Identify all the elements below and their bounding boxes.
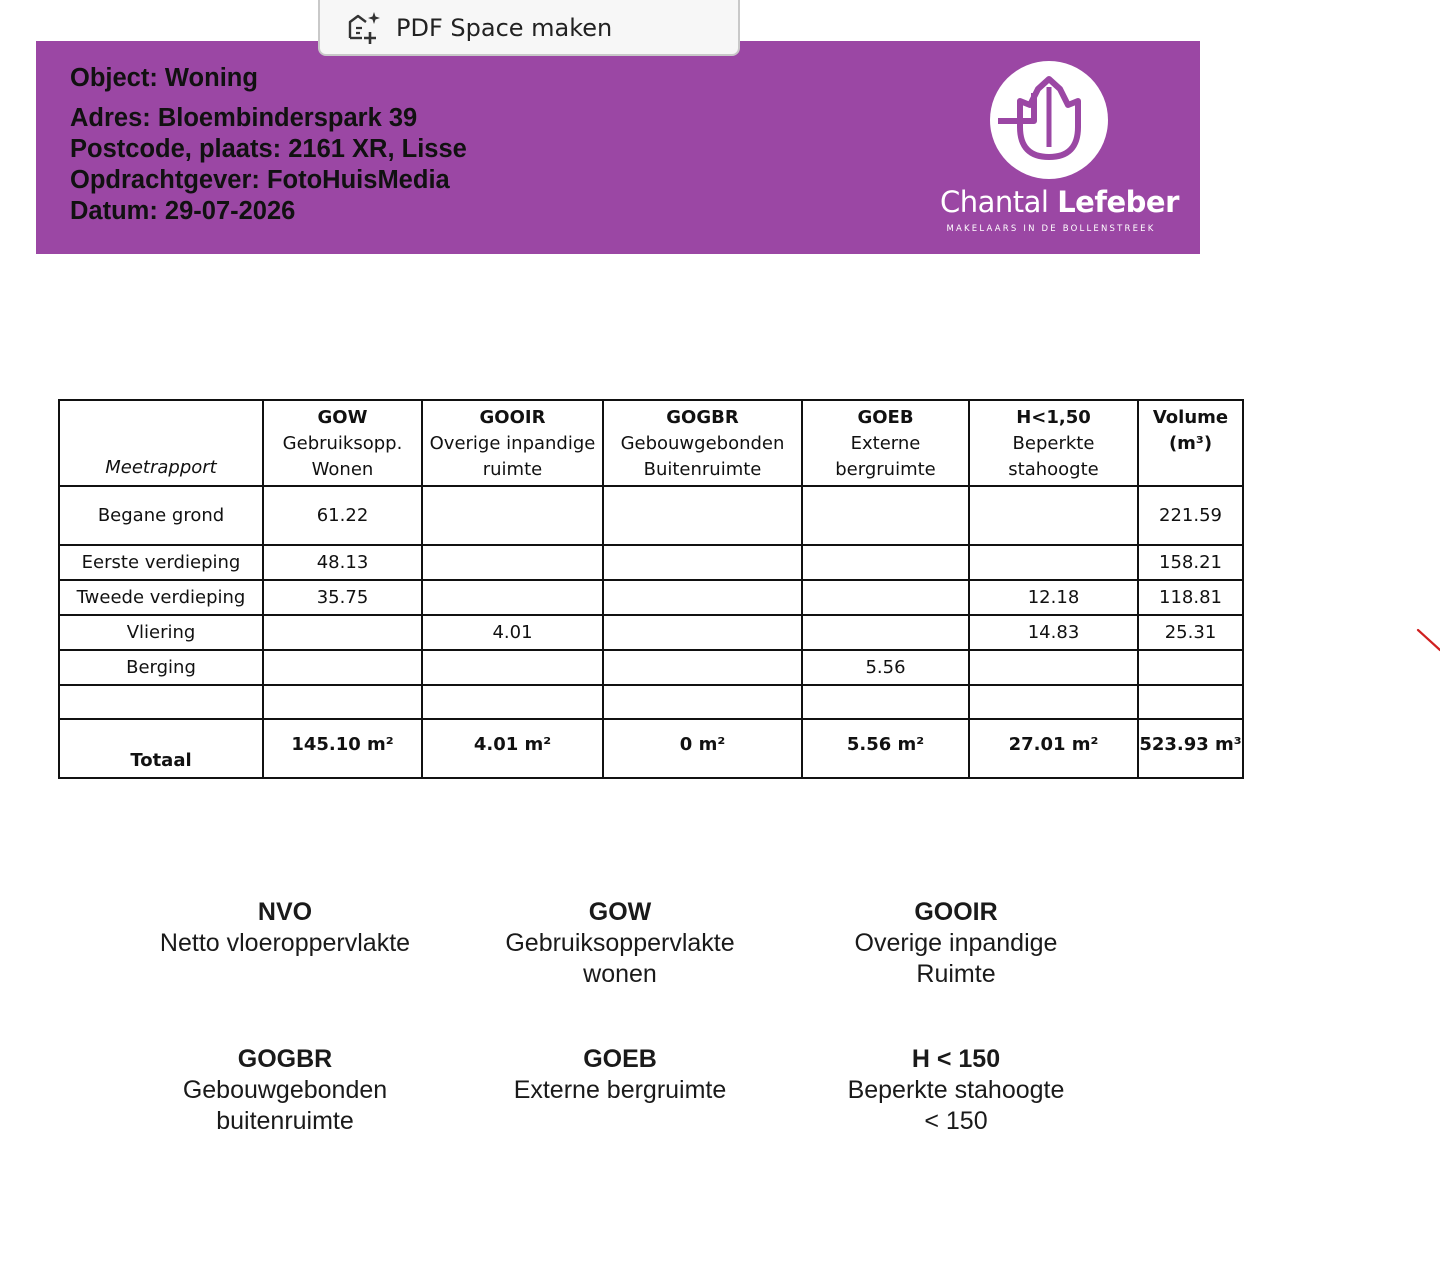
table-cell bbox=[422, 486, 603, 545]
column-header: GOEB Externe bergruimte bbox=[802, 400, 969, 486]
brand-name bbox=[940, 185, 1179, 219]
table-cell: 48.13 bbox=[263, 545, 422, 580]
total-label: Totaal bbox=[59, 719, 263, 778]
total-cell: 0 m² bbox=[603, 719, 802, 778]
column-header: GOW Gebruiksopp. Wonen bbox=[263, 400, 422, 486]
object-date: Datum: 29-07-2026 bbox=[70, 197, 296, 225]
table-cell bbox=[1138, 650, 1243, 685]
row-label: Vliering bbox=[59, 615, 263, 650]
table-cell bbox=[969, 685, 1138, 719]
table-cell bbox=[802, 615, 969, 650]
table-row bbox=[59, 486, 1243, 545]
table-row bbox=[59, 580, 1243, 615]
table-cell: 118.81 bbox=[1138, 580, 1243, 615]
object-client: Opdrachtgever: FotoHuisMedia bbox=[70, 166, 450, 194]
table-cell bbox=[969, 650, 1138, 685]
object-postcode: Postcode, plaats: 2161 XR, Lisse bbox=[70, 135, 467, 163]
table-cell bbox=[1138, 685, 1243, 719]
table-cell: 14.83 bbox=[969, 615, 1138, 650]
legend-item-gow: GOW Gebruiksoppervlakte wonen bbox=[505, 898, 735, 988]
row-label: Eerste verdieping bbox=[59, 545, 263, 580]
table-cell bbox=[802, 685, 969, 719]
table-cell: 25.31 bbox=[1138, 615, 1243, 650]
table-cell: 61.22 bbox=[263, 486, 422, 545]
table-cell bbox=[603, 486, 802, 545]
table-row bbox=[59, 685, 1243, 719]
table-cell: 221.59 bbox=[1138, 486, 1243, 545]
total-cell: 27.01 m² bbox=[969, 719, 1138, 778]
table-cell bbox=[603, 650, 802, 685]
table-cell: 4.01 bbox=[422, 615, 603, 650]
pdf-space-label: PDF Space maken bbox=[396, 14, 613, 42]
brand-tagline: MAKELAARS IN DE BOLLENSTREEK bbox=[946, 224, 1156, 234]
legend-item-gogbr: GOGBR Gebouwgebonden buitenruimte bbox=[182, 1045, 388, 1135]
table-header-row bbox=[59, 400, 1243, 486]
legend-item-h150: H < 150 Beperkte stahoogte < 150 bbox=[847, 1045, 1065, 1135]
table-cell bbox=[969, 545, 1138, 580]
tulip-house-logo-icon bbox=[990, 61, 1108, 179]
row-label: Begane grond bbox=[59, 486, 263, 545]
table-cell: 5.56 bbox=[802, 650, 969, 685]
table-total-row bbox=[59, 719, 1243, 778]
table-row bbox=[59, 650, 1243, 685]
header-banner bbox=[36, 41, 1200, 254]
row-label bbox=[59, 685, 263, 719]
table-cell bbox=[263, 685, 422, 719]
column-header: H<1,50 Beperkte stahoogte bbox=[969, 400, 1138, 486]
legend-item-gooir: GOOIR Overige inpandige Ruimte bbox=[854, 898, 1058, 988]
ai-sparkle-edit-icon bbox=[344, 8, 384, 48]
table-cell bbox=[802, 486, 969, 545]
table-cell bbox=[263, 615, 422, 650]
table-cell: 35.75 bbox=[263, 580, 422, 615]
column-header: GOOIR Overige inpandige ruimte bbox=[422, 400, 603, 486]
total-cell: 523.93 m³ bbox=[1138, 719, 1243, 778]
brand-second: Lefeber bbox=[1057, 185, 1179, 219]
table-cell bbox=[263, 650, 422, 685]
table-cell bbox=[603, 685, 802, 719]
table-cell bbox=[603, 580, 802, 615]
legend-item-nvo: NVO Netto vloeroppervlakte bbox=[159, 898, 411, 957]
row-label: Tweede verdieping bbox=[59, 580, 263, 615]
total-cell: 145.10 m² bbox=[263, 719, 422, 778]
table-row bbox=[59, 545, 1243, 580]
table-cell bbox=[422, 545, 603, 580]
table-cell bbox=[802, 580, 969, 615]
total-cell: 5.56 m² bbox=[802, 719, 969, 778]
table-corner-label: Meetrapport bbox=[59, 400, 263, 486]
total-cell: 4.01 m² bbox=[422, 719, 603, 778]
column-header: GOGBR Gebouwgebonden Buitenruimte bbox=[603, 400, 802, 486]
table-cell bbox=[603, 545, 802, 580]
row-label: Berging bbox=[59, 650, 263, 685]
table-cell bbox=[422, 685, 603, 719]
brand-first: Chantal bbox=[940, 185, 1058, 219]
table-cell: 158.21 bbox=[1138, 545, 1243, 580]
table-cell bbox=[422, 580, 603, 615]
table-cell bbox=[603, 615, 802, 650]
table-cell bbox=[422, 650, 603, 685]
column-header: Volume (m³) bbox=[1138, 400, 1243, 486]
object-address: Adres: Bloembinderspark 39 bbox=[70, 104, 418, 132]
annotation-mark bbox=[1416, 628, 1440, 656]
object-info bbox=[70, 63, 467, 227]
table-cell bbox=[802, 545, 969, 580]
company-logo bbox=[940, 61, 1179, 241]
measurement-table bbox=[58, 399, 1244, 779]
table-cell bbox=[969, 486, 1138, 545]
table-cell: 12.18 bbox=[969, 580, 1138, 615]
table-row bbox=[59, 615, 1243, 650]
object-type: Object: Woning bbox=[70, 64, 258, 92]
legend-item-goeb: GOEB Externe bergruimte bbox=[513, 1045, 727, 1104]
pdf-space-button[interactable] bbox=[318, 0, 740, 56]
